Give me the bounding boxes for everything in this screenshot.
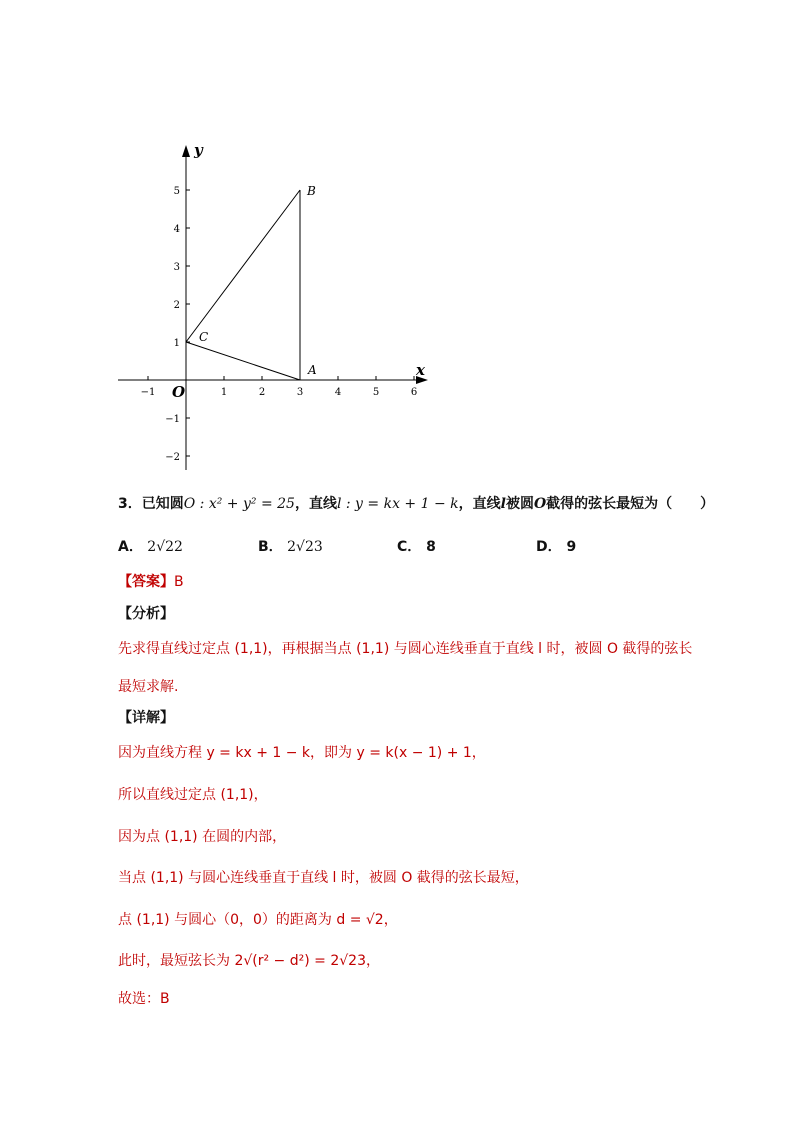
detail-tag: 【详解】 — [118, 710, 174, 726]
answer-line — [118, 571, 184, 591]
y-tick-label: −2 — [165, 452, 180, 463]
y-tick-label: 2 — [173, 300, 180, 311]
detail-line-3: 因为点 (1,1) 在圆的内部， — [118, 829, 287, 845]
coordinate-figure — [110, 135, 440, 480]
detail-line-1: 因为直线方程 y = kx + 1 − k，即为 y = k(x − 1) + 1， — [118, 745, 486, 761]
point-label-b: B — [307, 184, 316, 198]
y-tick-label: 1 — [173, 338, 180, 349]
detail-line-4: 当点 (1,1) 与圆心连线垂直于直线 l 时，被圆 O 截得的弦长最短， — [118, 870, 529, 886]
x-tick-label: −1 — [140, 387, 156, 398]
origin-label: O — [172, 383, 186, 401]
x-tick-label: 4 — [334, 387, 342, 398]
option-b-letter: B． — [258, 539, 283, 555]
x-tick-label: 5 — [372, 387, 380, 398]
x-tick-label: 1 — [220, 387, 228, 398]
line-var: l — [500, 496, 506, 512]
question-prefix: 已知圆 — [141, 496, 184, 512]
question-suffix: 截得的弦长最短为（ ） — [546, 496, 715, 512]
y-tick-label: −1 — [165, 414, 180, 425]
x-tick-label: 2 — [258, 387, 266, 398]
option-a — [118, 536, 183, 556]
line-equation: l : y = kx + 1 − k — [336, 496, 459, 512]
option-c-letter: C． — [397, 539, 422, 555]
question-mid3: 被圆 — [505, 496, 534, 512]
y-axis-label: y — [194, 141, 203, 159]
option-c — [397, 536, 436, 556]
detail-line-2: 所以直线过定点 (1,1)， — [118, 787, 268, 803]
option-d-letter: D． — [536, 539, 562, 555]
x-tick-label: 3 — [296, 387, 304, 398]
segment-ca — [186, 342, 300, 380]
point-label-a: A — [308, 363, 317, 377]
question-mid1: ，直线 — [294, 496, 337, 512]
detail-line-7: 故选：B — [118, 991, 170, 1007]
y-tick-label: 5 — [173, 186, 180, 197]
question-number: 3． — [118, 496, 142, 512]
analysis-tag: 【分析】 — [118, 606, 174, 622]
option-a-letter: A． — [118, 539, 143, 555]
circle-var: O — [533, 496, 547, 512]
x-tick-label: 6 — [410, 387, 418, 398]
detail-line-5: 点 (1,1) 与圆心（0，0）的距离为 d = √2， — [118, 912, 398, 928]
question-mid2: ，直线 — [458, 496, 501, 512]
analysis-line-1: 先求得直线过定点 (1,1)，再根据当点 (1,1) 与圆心连线垂直于直线 l 时，被圆 O 截得的弦长 — [118, 641, 693, 657]
x-axis-label: x — [416, 361, 425, 379]
answer-value: B — [174, 574, 184, 590]
detail-line-6: 此时，最短弦长为 2√(r² − d²) = 2√23， — [118, 953, 380, 969]
question-stem — [118, 493, 714, 513]
circle-equation: O : x² + y² = 25 — [183, 496, 295, 512]
option-b — [258, 536, 323, 556]
point-label-c: C — [199, 330, 209, 344]
y-axis-arrow — [182, 145, 190, 157]
option-c-value: 8 — [426, 539, 436, 555]
analysis-line-2: 最短求解. — [118, 679, 179, 695]
option-d-value: 9 — [566, 539, 577, 555]
y-tick-label: 3 — [173, 262, 180, 273]
option-d — [536, 536, 576, 556]
option-a-value: 2√22 — [147, 539, 183, 555]
y-tick-label: 4 — [173, 224, 180, 235]
answer-tag: 【答案】 — [118, 574, 174, 590]
segment-cb — [186, 190, 300, 342]
option-b-value: 2√23 — [287, 539, 323, 555]
